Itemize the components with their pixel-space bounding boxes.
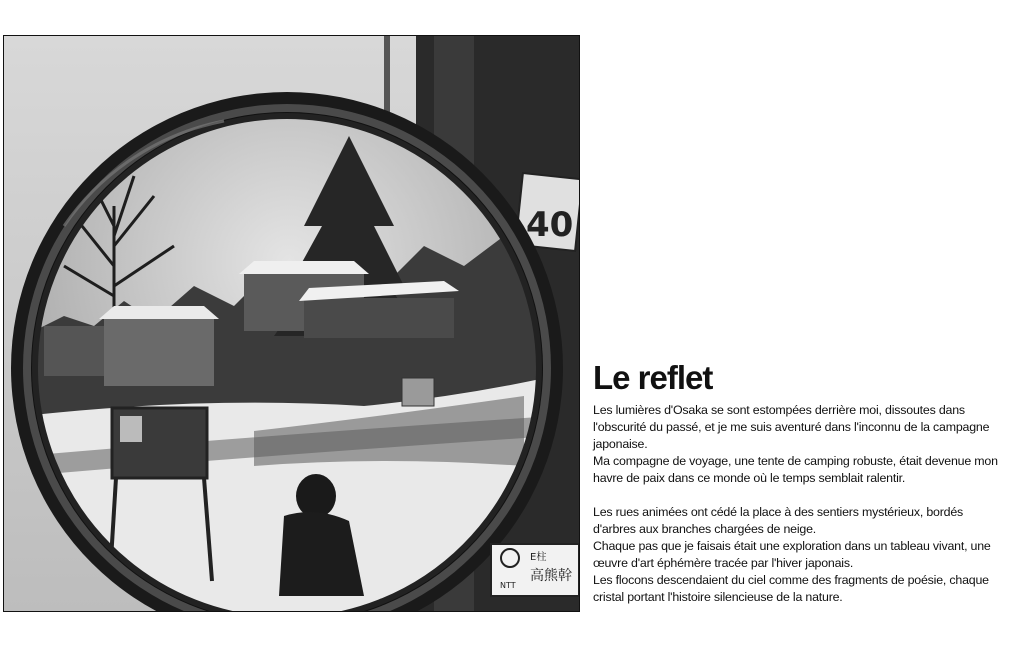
- pole-plate-logo: NTT: [500, 581, 516, 590]
- pole-plate-number: 40: [526, 205, 574, 245]
- article-paragraph-3: Les rues animées ont cédé la place à des sentiers mystérieux, bordés d'arbres aux branches chargées de neige.: [593, 505, 964, 536]
- mirror-photo: [3, 35, 580, 612]
- paragraph-spacer: [593, 487, 1003, 504]
- article-paragraph-1: Les lumières d'Osaka se sont estompées derrière moi, dissoutes dans l'obscurité du passé, et je me suis aventuré dans l'inconnu de la campagne japonaise.: [593, 403, 990, 451]
- mirror-photo-illustration: [4, 36, 579, 611]
- article-text: [593, 358, 1003, 606]
- pole-plate-label-2: 高熊幹: [530, 568, 572, 584]
- pole-plate-label-1: E柱: [530, 552, 547, 563]
- article-paragraph-2: Ma compagne de voyage, une tente de camping robuste, était devenue mon havre de paix dans ce monde où le temps semblait ralentir.: [593, 454, 998, 485]
- article-title: Le reflet: [593, 359, 713, 396]
- article-paragraph-4: Chaque pas que je faisais était une exploration dans un tableau vivant, une œuvre d'art éphémère tracée par l'hiver japonais.: [593, 539, 991, 570]
- pole-owner-plate: [491, 544, 579, 596]
- article-paragraph-5: Les flocons descendaient du ciel comme des fragments de poésie, chaque cristal portant l'histoire silencieuse de la nature.: [593, 573, 989, 604]
